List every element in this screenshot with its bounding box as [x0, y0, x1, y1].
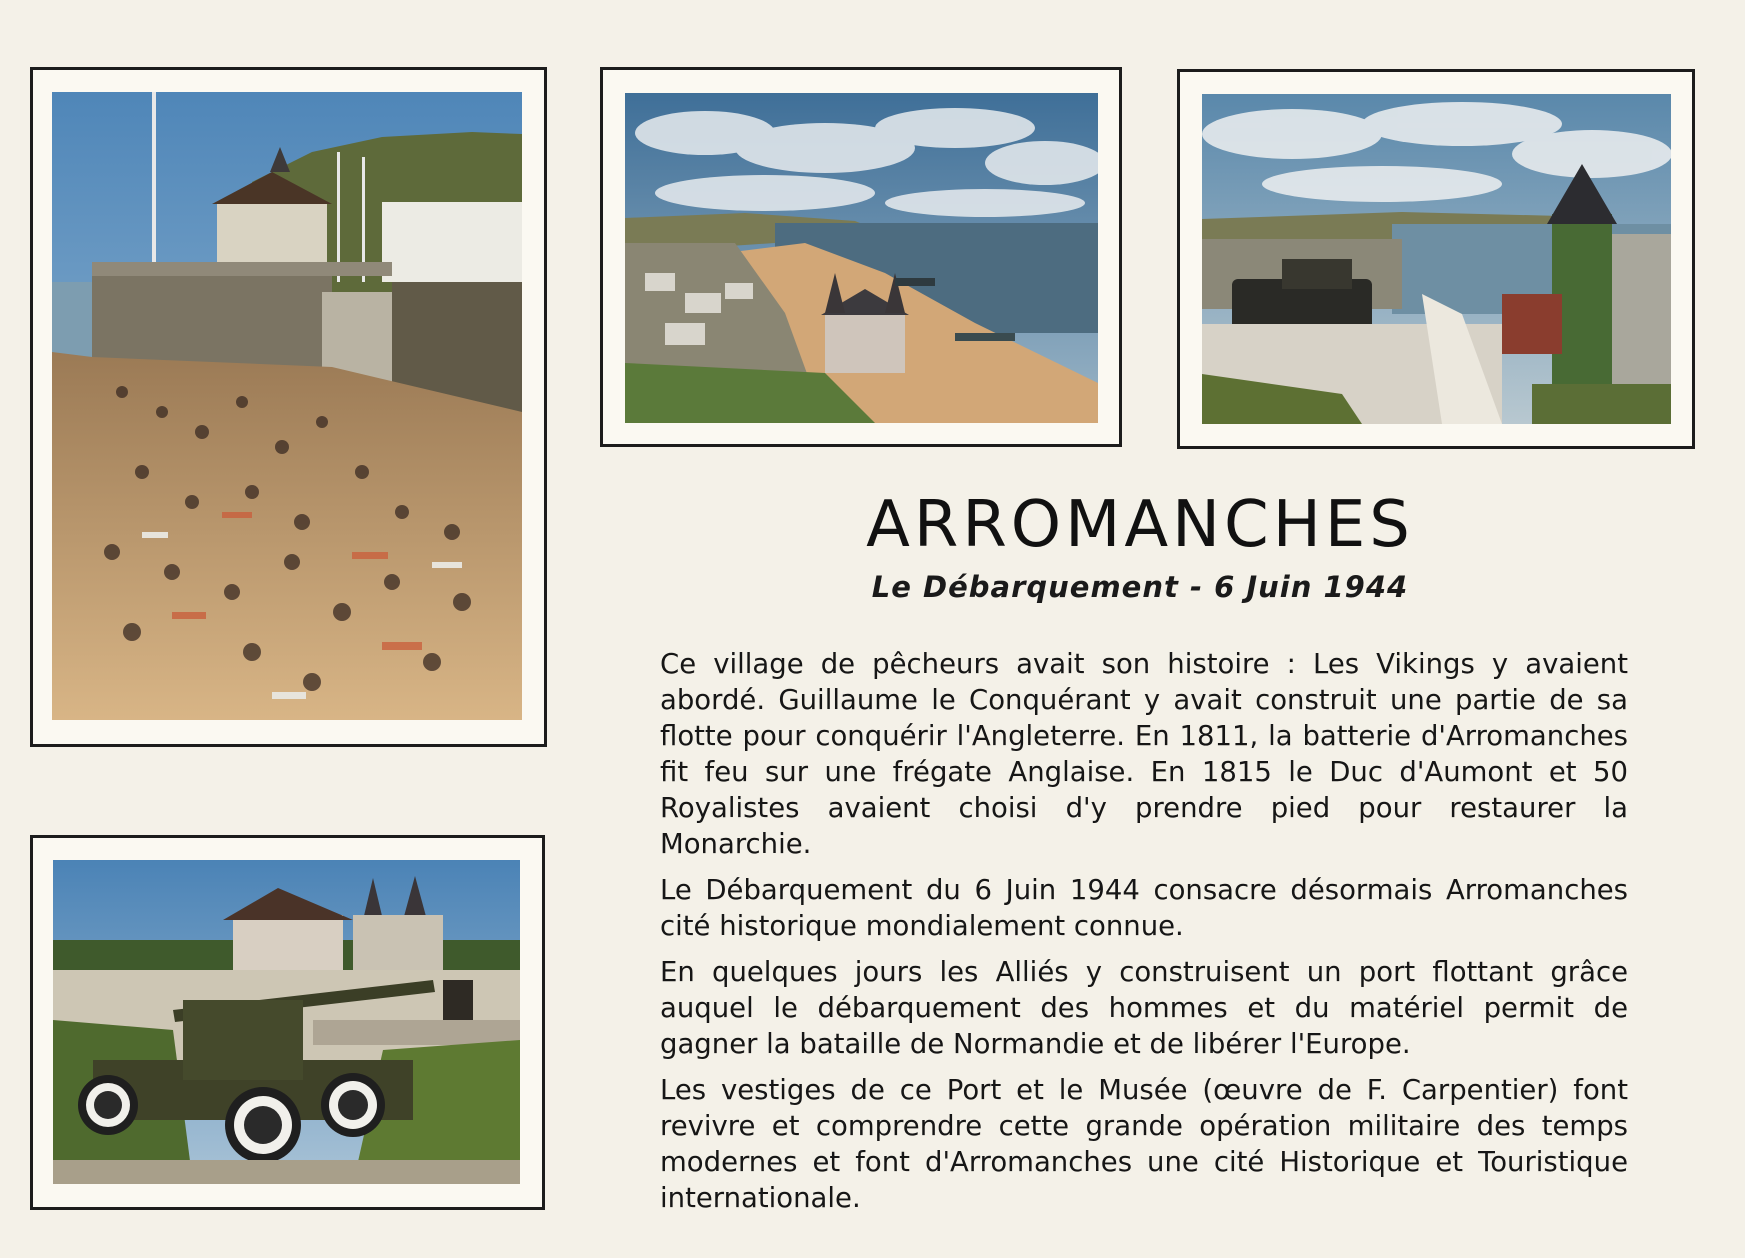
paragraph-museum: Les vestiges de ce Port et le Musée (œuvre de F. Carpentier) font revivre et comprendre cette grande opération militaire des temps modernes et font d'Arromanches une cité Historique et Touristique internationale.: [660, 1074, 1628, 1214]
gun-museum-photo: [53, 860, 520, 1184]
paragraph-port: En quelques jours les Alliés y construisent un port flottant grâce auquel le débarquement des hommes et du matériel permit de gagner la bataille de Normandie et de libérer l'Europe.: [660, 956, 1628, 1060]
page-subtitle: Le Débarquement - 6 Juin 1944: [871, 570, 1409, 604]
description-text: [660, 646, 1628, 1226]
bay-panorama-photo: [625, 93, 1098, 423]
beach-photo: [52, 92, 522, 720]
paragraph-history: Ce village de pêcheurs avait son histoire : Les Vikings y avaient abordé. Guillaume le Conquérant y avait construit une partie de sa flotte pour conquérir l'Angleterre. En 1811, la batterie d'Arromanches fit feu sur une frégate Anglaise. En 1815 le Duc d'Aumont et 50 Royalistes avaient choisi d'y prendre pied pour restaurer la Monarchie.: [660, 648, 1628, 860]
tank-overlook-photo: [1202, 94, 1671, 424]
paragraph-landing: Le Débarquement du 6 Juin 1944 consacre désormais Arromanches cité historique mondialement connue.: [660, 874, 1628, 942]
page-title: ARROMANCHES: [866, 488, 1414, 562]
